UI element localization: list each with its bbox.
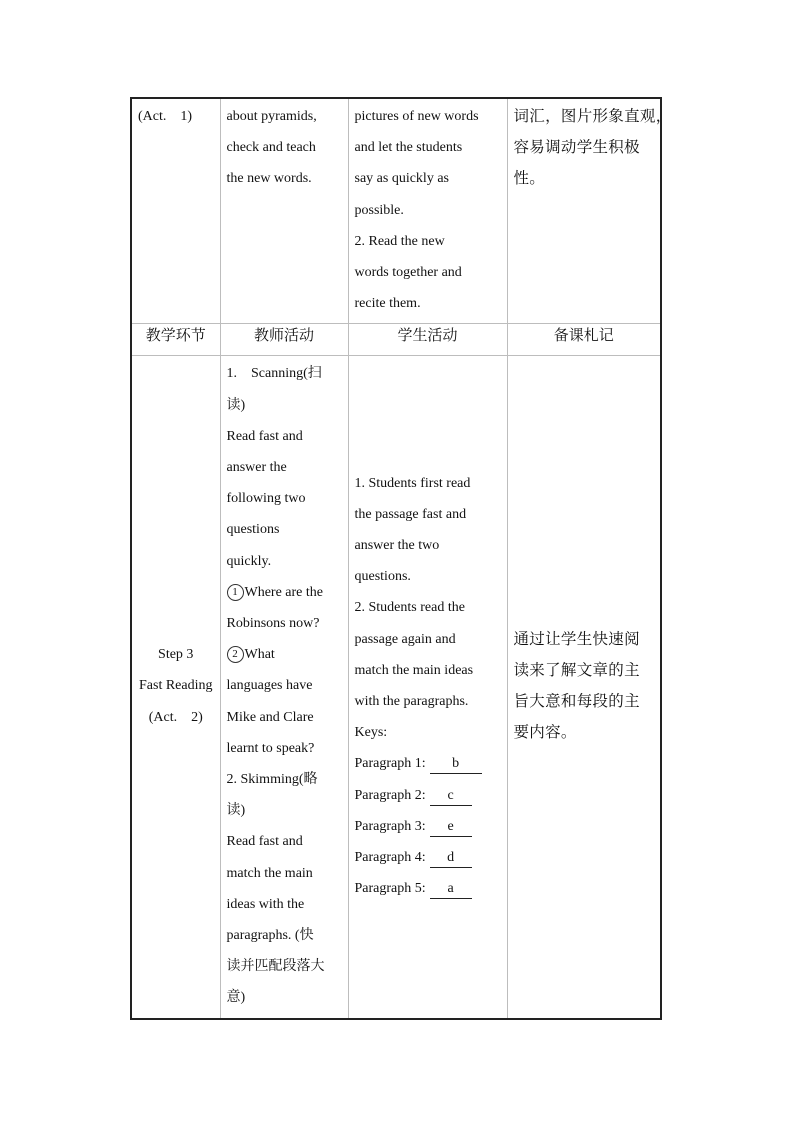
text-line: the passage fast and [354,506,467,522]
question-1 [227,577,342,608]
text-line: paragraphs. (快 [226,928,314,944]
header-teacher: 教师活动 [220,324,348,356]
text-line: quickly. [226,553,272,569]
text-line: say as quickly as [354,171,449,187]
table-header-row [131,324,661,356]
key-answer: b [430,755,482,774]
step-cell [131,356,220,1019]
text-line: 2. Read the new [354,233,445,249]
text-line: 要内容。 [513,723,577,742]
key-label: Paragraph 4: [354,850,426,866]
teacher-activity-cell [220,356,348,1019]
text-line: the new words. [226,171,312,187]
text-line: Robinsons now? [226,616,320,632]
header-step: 教学环节 [131,324,220,356]
key-row [355,873,501,904]
text-line: Read fast and [226,428,303,444]
text-line: 容易调动学生积极 [513,138,640,157]
step-act: (Act. 2) [148,709,203,725]
key-row [355,842,501,873]
text-line: 词汇，图片形象直观， [513,107,672,125]
text-line: 通过让学生快速阅 [513,629,640,648]
text-line: 性。 [513,169,546,188]
text-line: answer the two [354,538,440,554]
text-line: 读来了解文章的主 [513,660,640,679]
key-label: Paragraph 3: [354,818,426,834]
key-row [355,811,501,842]
step-cell [131,98,220,324]
key-answer: a [430,880,472,899]
notes-cell [507,98,672,324]
text-line: about pyramids, [226,109,317,124]
text-line: Read fast and [226,834,303,850]
text-line: with the paragraphs. [354,694,469,710]
text-line: 读) [226,803,246,819]
text-line: 读) [226,397,246,413]
text-line: questions [226,522,280,538]
text-line: words together and [354,265,462,281]
table-row-continued [131,98,661,324]
header-student: 学生活动 [348,324,507,356]
notes-cell [507,356,661,1019]
text-line: Mike and Clare [226,709,314,725]
key-row [355,780,501,811]
text-line: 意) [226,990,246,1006]
question-2 [227,639,342,670]
student-activity-cell [348,356,507,1019]
text-line: 2. Students read the [354,600,465,616]
text-line: passage again and [354,631,456,647]
key-row [355,748,501,779]
text-line: learnt to speak? [226,740,315,756]
text-line: Keys: [354,725,388,741]
text-line: possible. [354,202,404,218]
key-answer: e [430,818,472,837]
text-line: and let the students [354,140,463,156]
step-title: Fast Reading [139,678,213,694]
key-answer: d [430,849,472,868]
question-text: Where are the [244,584,323,600]
text-line: 读并匹配段落大 [226,959,325,975]
key-label: Paragraph 5: [354,881,426,897]
key-answer: c [430,787,472,806]
teacher-activity-cell [220,98,348,324]
step-label: (Act. 1) [138,109,193,124]
text-line: 2. Skimming(略 [226,772,318,788]
header-notes: 备课札记 [507,324,661,356]
text-line: 1. Students first read [354,475,471,491]
text-line: match the main [226,865,313,881]
lesson-plan-table [130,97,672,1020]
key-label: Paragraph 2: [354,787,426,803]
text-line: 旨大意和每段的主 [513,692,640,711]
text-line: following two [226,491,306,507]
step-number: Step 3 [158,647,194,663]
text-line: ideas with the [226,896,305,912]
question-text: What [244,647,275,663]
text-line: answer the [226,460,287,476]
text-line: match the main ideas [354,662,474,678]
text-line: pictures of new words [354,109,479,124]
text-line: questions. [354,569,411,585]
text-line: languages have [226,678,313,694]
table-row-step3 [131,356,661,1019]
text-line: check and teach [226,140,316,156]
text-line: recite them. [354,296,421,312]
key-label: Paragraph 1: [354,756,426,772]
text-line: 1. Scanning(扫 [226,366,322,382]
circled-number-2: 2 [227,646,244,663]
circled-number-1: 1 [227,584,244,601]
student-activity-cell [348,98,507,324]
